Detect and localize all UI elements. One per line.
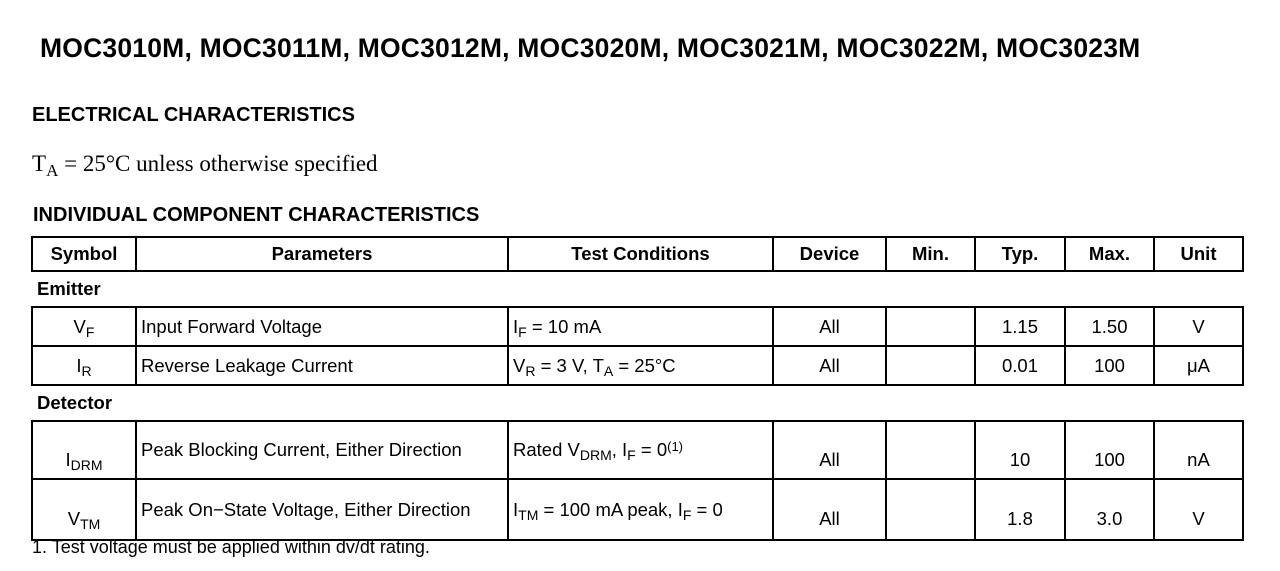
row-typ: 0.01 <box>975 346 1065 385</box>
row-test-condition: $V_R = 3$ V, $T_A = 25^\circ C$ <box>508 346 773 385</box>
header-typ: Typ. <box>975 237 1065 271</box>
section-heading: ELECTRICAL CHARACTERISTICS <box>32 104 355 126</box>
condition-symbol: T <box>32 151 47 176</box>
row-max: 100 <box>1065 421 1154 479</box>
row-test-condition: $I_F = 10$ mA <box>508 307 773 346</box>
row-max: 100 <box>1065 346 1154 385</box>
ambient-condition <box>32 151 378 180</box>
row-parameter: Input Forward Voltage <box>136 307 508 346</box>
row-min <box>886 346 975 385</box>
row-symbol: $I_R$ <box>32 346 136 385</box>
group-row-detector <box>32 385 1243 421</box>
row-test-condition: $I_{TM} = 100$ mA peak, $I_F = 0$ <box>508 479 773 540</box>
row-min <box>886 307 975 346</box>
header-max: Max. <box>1065 237 1154 271</box>
header-test-conditions: Test Conditions <box>508 237 773 271</box>
table-row <box>32 307 1243 346</box>
row-parameter: Reverse Leakage Current <box>136 346 508 385</box>
group-row-emitter <box>32 271 1243 307</box>
row-symbol: $V_{TM}$ <box>32 479 136 540</box>
document-title: MOC3010M, MOC3011M, MOC3012M, MOC3020M, MOC3021M, MOC3022M, MOC3023M <box>40 33 1141 63</box>
header-min: Min. <box>886 237 975 271</box>
row-min <box>886 479 975 540</box>
header-device: Device <box>773 237 886 271</box>
row-unit: V <box>1154 479 1243 540</box>
row-typ: 1.15 <box>975 307 1065 346</box>
footnote: 1. Test voltage must be applied within dv/dt rating. <box>32 537 430 557</box>
row-max: 1.50 <box>1065 307 1154 346</box>
characteristics-table <box>31 236 1244 541</box>
row-device: All <box>773 421 886 479</box>
row-unit: nA <box>1154 421 1243 479</box>
row-unit: V <box>1154 307 1243 346</box>
row-typ: 10 <box>975 421 1065 479</box>
table-row <box>32 346 1243 385</box>
condition-text: = 25°C unless otherwise specified <box>58 151 378 176</box>
row-min <box>886 421 975 479</box>
row-device: All <box>773 307 886 346</box>
row-parameter: Peak On−State Voltage, Either Direction <box>136 479 508 540</box>
footnote-ref: (1) <box>667 439 683 454</box>
row-max: 3.0 <box>1065 479 1154 540</box>
table-header-row <box>32 237 1243 271</box>
subsection-heading: INDIVIDUAL COMPONENT CHARACTERISTICS <box>33 204 480 226</box>
group-label-emitter: Emitter <box>32 271 1243 307</box>
header-parameters: Parameters <box>136 237 508 271</box>
table-row <box>32 479 1243 540</box>
row-symbol: $I_{DRM}$ <box>32 421 136 479</box>
row-unit: μA <box>1154 346 1243 385</box>
group-label-detector: Detector <box>32 385 1243 421</box>
header-symbol: Symbol <box>32 237 136 271</box>
header-unit: Unit <box>1154 237 1243 271</box>
table-row <box>32 421 1243 479</box>
row-symbol: $V_F$ <box>32 307 136 346</box>
row-device: All <box>773 479 886 540</box>
row-device: All <box>773 346 886 385</box>
condition-subscript: A <box>46 161 59 180</box>
row-parameter: Peak Blocking Current, Either Direction <box>136 421 508 479</box>
row-typ: 1.8 <box>975 479 1065 540</box>
row-test-condition: Rated $V_{DRM}$, $I_F = 0^{(1)}$ <box>508 421 773 479</box>
